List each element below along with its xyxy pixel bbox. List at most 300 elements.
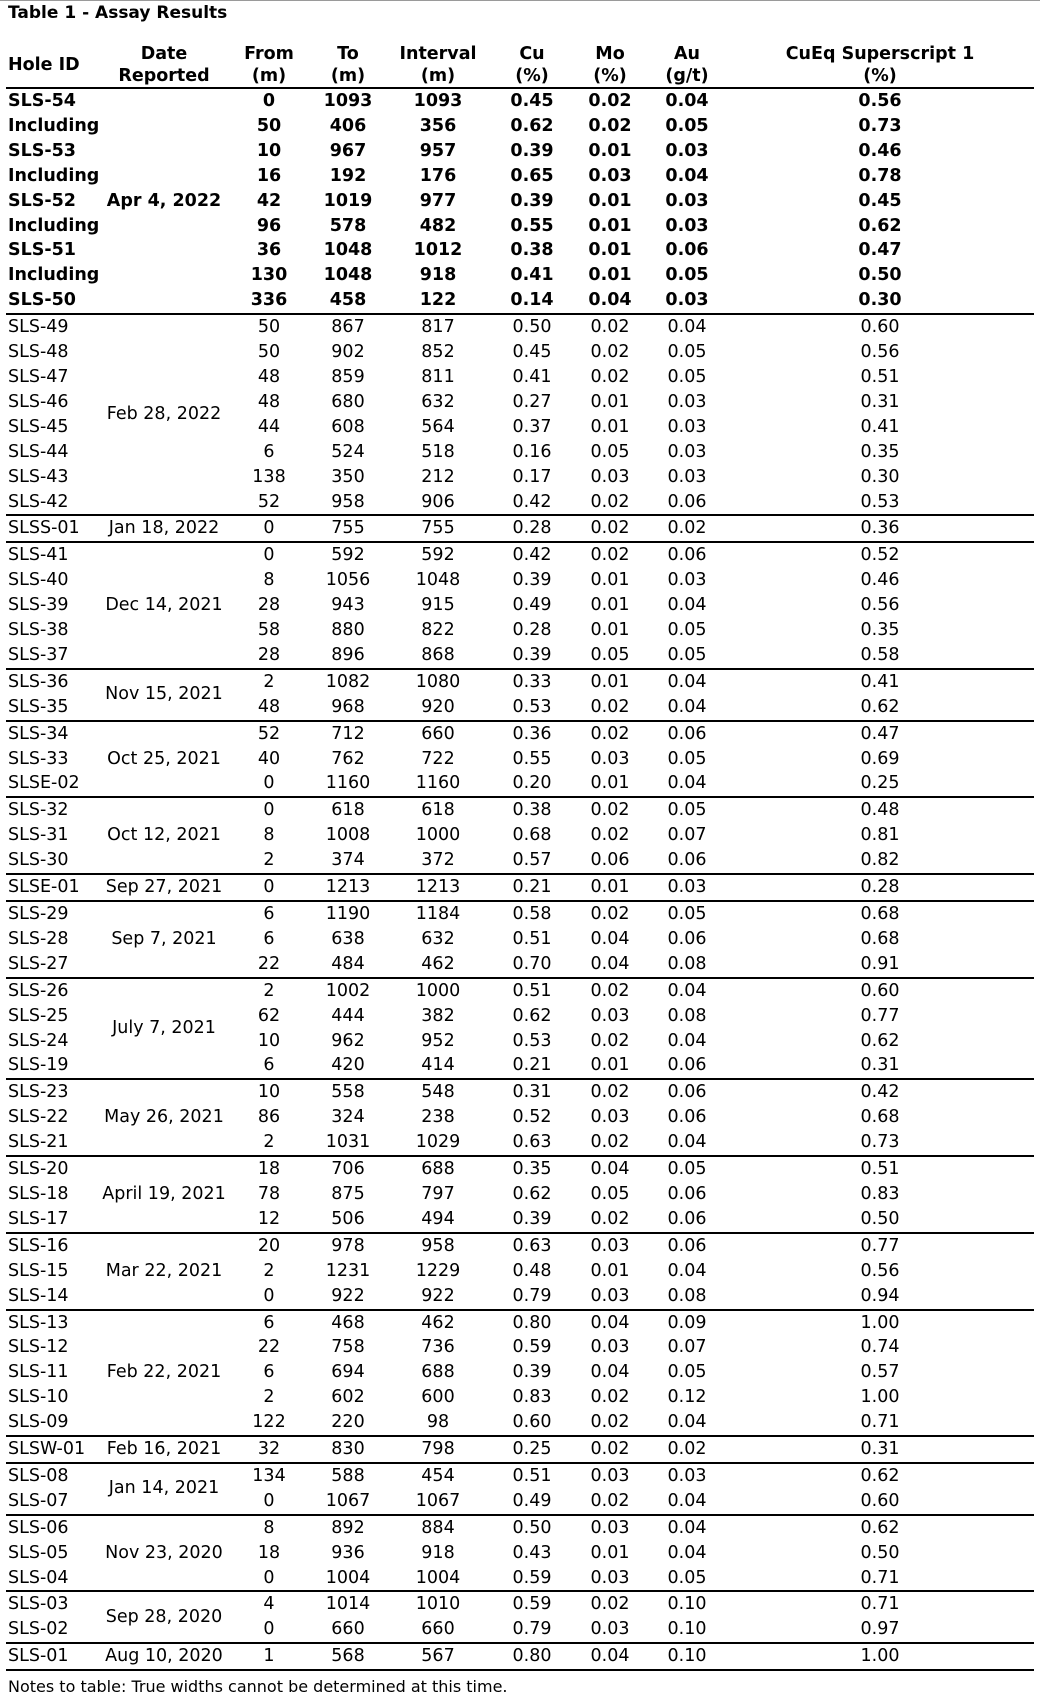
mo-cell: 0.01 [590,1260,630,1281]
cueq-cell: 0.35 [860,620,900,641]
to-cell: 1056 [325,570,371,591]
au-cell: 0.03 [667,1465,707,1486]
header-date-reported [102,44,226,88]
mo-cell: 0.06 [590,850,630,871]
date-reported-cell: Jan 18, 2022 [108,518,220,539]
header-from [226,44,312,88]
header-hole-id-label: Hole ID [8,54,80,75]
to-cell: 406 [329,115,367,136]
interval-cell: 884 [421,1517,455,1538]
cueq-cell: 0.71 [860,1567,900,1588]
table-row [6,515,1034,542]
interval-cell: 176 [419,165,457,186]
to-cell: 712 [331,723,365,744]
mo-cell: 0.04 [590,1312,630,1333]
from-cell: 52 [257,491,281,512]
from-cell: 78 [257,1183,281,1204]
mo-cell: 0.02 [590,1490,630,1511]
header-row [6,44,1034,88]
mo-cell: 0.02 [590,1594,630,1615]
interval-cell: 1067 [415,1490,461,1511]
interval-cell: 660 [421,723,455,744]
mo-cell: 0.04 [590,1159,630,1180]
cueq-cell: 0.81 [860,825,900,846]
au-cell: 0.05 [667,1159,707,1180]
to-cell: 706 [331,1159,365,1180]
from-cell: 6 [263,904,275,924]
to-cell: 1048 [323,240,373,261]
cueq-cell: 0.73 [858,115,902,136]
from-cell: 32 [257,1439,281,1460]
hole-id-cell: SLS-48 [8,342,69,363]
assay-results-table [6,44,1034,1671]
mo-cell: 0.03 [588,165,632,186]
date-group [6,314,1034,515]
from-cell: 0 [263,773,275,794]
date-group [6,1233,1034,1310]
cu-cell: 0.39 [512,1208,552,1229]
to-cell: 1093 [323,91,373,111]
mo-cell: 0.03 [590,1619,630,1640]
interval-cell: 755 [421,518,455,539]
cueq-cell: 0.78 [858,165,902,186]
au-cell: 0.06 [667,1107,707,1128]
hole-id-cell: SLS-12 [8,1337,69,1358]
hole-id-cell: SLS-33 [8,748,69,769]
cu-cell: 0.55 [512,748,552,769]
from-cell: 40 [257,748,281,769]
from-cell: 42 [256,190,282,211]
cueq-cell: 0.69 [860,748,900,769]
date-group [6,1436,1034,1463]
date-group [6,1310,1034,1437]
cueq-cell: 0.77 [860,1235,900,1256]
cu-cell: 0.62 [512,1005,552,1026]
table-row [6,1463,1034,1489]
header-to [312,44,384,88]
table-row [6,797,1034,823]
interval-cell: 372 [421,850,455,871]
hole-id-cell: SLS-10 [8,1387,69,1408]
au-cell: 0.03 [667,416,707,437]
mo-cell: 0.03 [590,1337,630,1358]
au-cell: 0.03 [667,466,707,487]
to-cell: 1067 [325,1490,371,1511]
au-cell: 0.09 [667,1312,707,1333]
mo-cell: 0.02 [590,1412,630,1433]
hole-id-cell: SLS-23 [8,1082,69,1103]
mo-cell: 0.02 [590,1132,630,1153]
hole-id-cell: SLS-24 [8,1030,69,1051]
to-cell: 958 [331,491,365,512]
interval-cell: 1184 [415,904,461,924]
hole-id-cell: SLS-27 [8,953,69,974]
date-reported-cell: Feb 16, 2021 [106,1439,222,1460]
to-cell: 1014 [325,1594,371,1615]
cueq-cell: 0.83 [860,1183,900,1204]
au-cell: 0.12 [667,1387,707,1408]
cu-cell: 0.27 [512,391,552,412]
hole-id-cell: SLS-11 [8,1362,69,1383]
cueq-cell: 0.50 [860,1208,900,1229]
au-cell: 0.06 [667,1208,707,1229]
table-footnote: Notes to table: True widths cannot be determined at this time. [8,1677,508,1696]
au-cell: 0.04 [667,1412,707,1433]
au-cell: 0.03 [667,570,707,591]
cu-cell: 0.33 [512,671,552,692]
date-group [6,901,1034,978]
hole-id-cell: SLS-31 [8,825,69,846]
cueq-cell: 0.30 [858,290,902,311]
from-cell: 0 [263,518,275,539]
hole-id-cell: SLS-22 [8,1107,69,1128]
date-group [6,721,1034,798]
au-cell: 0.05 [667,644,707,665]
interval-cell: 977 [419,190,457,211]
interval-cell: 868 [421,644,455,665]
cu-cell: 0.68 [512,825,552,846]
from-cell: 0 [263,800,275,821]
date-group [6,669,1034,721]
au-cell: 0.10 [667,1619,707,1640]
cu-cell: 0.51 [512,980,552,1001]
cu-cell: 0.55 [510,215,554,236]
from-cell: 134 [252,1465,286,1486]
au-cell: 0.04 [667,1490,707,1511]
cu-cell: 0.59 [512,1567,552,1588]
interval-cell: 1010 [415,1594,461,1615]
mo-cell: 0.02 [590,1208,630,1229]
interval-cell: 1000 [415,980,461,1001]
mo-cell: 0.03 [590,1107,630,1128]
au-cell: 0.02 [667,518,707,539]
interval-cell: 688 [421,1159,455,1180]
header-interval [384,44,492,88]
date-group [6,1079,1034,1156]
table-row [6,721,1034,747]
cueq-cell: 0.56 [860,595,900,616]
au-cell: 0.04 [667,773,707,794]
cu-cell: 0.79 [512,1285,552,1306]
cu-cell: 0.42 [512,545,552,566]
mo-cell: 0.03 [590,1567,630,1588]
from-cell: 0 [263,1619,275,1640]
table-row [6,1436,1034,1463]
table-row [6,1233,1034,1259]
au-cell: 0.06 [667,545,707,566]
to-cell: 618 [331,800,365,821]
interval-cell: 548 [421,1082,455,1103]
interval-cell: 518 [421,441,455,462]
interval-cell: 238 [421,1107,455,1128]
interval-cell: 918 [421,1542,455,1563]
mo-cell: 0.04 [590,953,630,974]
date-reported-cell: Nov 15, 2021 [105,684,223,705]
to-cell: 444 [331,1005,365,1026]
from-cell: 0 [263,1285,275,1306]
header-to-line2: (m) [330,65,366,86]
mo-cell: 0.01 [590,570,630,591]
cueq-cell: 0.30 [860,466,900,487]
hole-id-cell: SLS-35 [8,696,69,717]
from-cell: 8 [263,570,275,591]
au-cell: 0.02 [667,1439,707,1460]
cu-cell: 0.31 [512,1082,552,1103]
from-cell: 58 [257,620,281,641]
au-cell: 0.06 [667,1082,707,1103]
hole-id-cell: Including [8,115,100,136]
hole-id-cell: SLS-42 [8,491,69,512]
date-group [6,978,1034,1080]
interval-cell: 736 [421,1337,455,1358]
hole-id-cell: SLS-38 [8,620,69,641]
mo-cell: 0.02 [590,518,630,539]
hole-id-cell: SLS-01 [8,1646,69,1667]
mo-cell: 0.02 [590,1082,630,1103]
au-cell: 0.06 [667,1055,707,1076]
mo-cell: 0.01 [590,620,630,641]
cueq-cell: 0.51 [860,1159,900,1180]
header-cu [492,44,572,88]
cu-cell: 0.65 [510,165,554,186]
au-cell: 0.05 [667,620,707,641]
interval-cell: 688 [421,1362,455,1383]
header-au [648,44,726,88]
mo-cell: 0.02 [590,1387,630,1408]
cueq-cell: 0.41 [860,671,900,692]
from-cell: 2 [263,1387,275,1408]
header-mo-line2: (%) [593,65,627,86]
cueq-cell: 1.00 [860,1387,900,1408]
from-cell: 336 [250,290,288,311]
cueq-cell: 0.31 [860,1055,900,1076]
au-cell: 0.06 [667,928,707,949]
mo-cell: 0.02 [588,115,632,136]
cueq-cell: 0.35 [860,441,900,462]
hole-id-cell: SLS-54 [8,91,76,111]
mo-cell: 0.02 [590,800,630,821]
cueq-cell: 0.71 [860,1594,900,1615]
cu-cell: 0.59 [512,1337,552,1358]
table-row [6,1591,1034,1617]
interval-cell: 482 [419,215,457,236]
cu-cell: 0.48 [512,1260,552,1281]
mo-cell: 0.03 [590,1465,630,1486]
date-reported-cell: Oct 25, 2021 [107,748,221,769]
from-cell: 96 [256,215,282,236]
cueq-cell: 0.77 [860,1005,900,1026]
date-reported-cell: Feb 28, 2022 [106,404,222,425]
mo-cell: 0.02 [590,696,630,717]
table-row [6,1156,1034,1182]
mo-cell: 0.01 [590,1542,630,1563]
hole-id-cell: SLS-34 [8,723,69,744]
cu-cell: 0.16 [512,441,552,462]
hole-id-cell: SLS-25 [8,1005,69,1026]
hole-id-cell: SLS-37 [8,644,69,665]
au-cell: 0.06 [665,240,709,261]
from-cell: 48 [257,366,281,387]
cueq-cell: 0.68 [860,1107,900,1128]
mo-cell: 0.02 [590,980,630,1001]
au-cell: 0.03 [667,391,707,412]
from-cell: 6 [263,1362,275,1383]
to-cell: 1004 [325,1567,371,1588]
to-cell: 758 [331,1337,365,1358]
table-row [6,314,1034,340]
to-cell: 968 [331,696,365,717]
cueq-cell: 0.52 [860,545,900,566]
interval-cell: 122 [419,290,457,311]
mo-cell: 0.01 [590,595,630,616]
table-row [6,88,1034,114]
mo-cell: 0.03 [590,1285,630,1306]
interval-cell: 915 [421,595,455,616]
date-group [6,874,1034,901]
hole-id-cell: SLS-45 [8,416,69,437]
cu-cell: 0.51 [512,1465,552,1486]
to-cell: 192 [329,165,367,186]
date-reported-cell: May 26, 2021 [104,1107,224,1128]
date-reported-cell: Oct 12, 2021 [107,825,221,846]
au-cell: 0.04 [667,671,707,692]
to-cell: 568 [331,1646,365,1667]
date-reported-cell: Jan 14, 2021 [108,1478,220,1499]
hole-id-cell: SLS-41 [8,545,69,566]
cueq-cell: 0.41 [860,416,900,437]
mo-cell: 0.02 [590,1030,630,1051]
mo-cell: 0.02 [590,366,630,387]
mo-cell: 0.02 [590,342,630,363]
cueq-cell: 0.62 [858,215,902,236]
cu-cell: 0.58 [512,904,552,924]
cu-cell: 0.28 [512,518,552,539]
date-reported-cell: April 19, 2021 [102,1183,226,1204]
date-group [6,542,1034,669]
to-cell: 922 [331,1285,365,1306]
from-cell: 50 [256,115,282,136]
to-cell: 943 [331,595,365,616]
to-cell: 1082 [325,671,371,692]
from-cell: 50 [257,342,281,363]
hole-id-cell: SLS-39 [8,595,69,616]
to-cell: 592 [331,545,365,566]
to-cell: 967 [329,140,367,161]
date-group [6,1463,1034,1515]
to-cell: 755 [331,518,365,539]
to-cell: 1031 [325,1132,371,1153]
cu-cell: 0.38 [512,800,552,821]
from-cell: 8 [263,1517,275,1538]
au-cell: 0.04 [667,980,707,1001]
cu-cell: 0.39 [510,140,554,161]
interval-cell: 1093 [413,91,463,111]
mo-cell: 0.02 [590,317,630,338]
hole-id-cell: SLS-20 [8,1159,69,1180]
from-cell: 0 [263,545,275,566]
cueq-cell: 0.42 [860,1082,900,1103]
cu-cell: 0.53 [512,696,552,717]
au-cell: 0.05 [667,366,707,387]
cu-cell: 0.62 [510,115,554,136]
to-cell: 524 [331,441,365,462]
cueq-cell: 0.31 [860,1439,900,1460]
table-row [6,1310,1034,1336]
cu-cell: 0.36 [512,723,552,744]
interval-cell: 1000 [415,825,461,846]
au-cell: 0.05 [667,904,707,924]
interval-cell: 567 [421,1646,455,1667]
cu-cell: 0.51 [512,928,552,949]
header-to-line1: To [337,44,359,64]
top-divider [0,0,1040,1]
hole-id-cell: SLSE-01 [8,877,80,898]
hole-id-cell: SLS-06 [8,1517,69,1538]
mo-cell: 0.04 [590,928,630,949]
cueq-cell: 0.56 [860,1260,900,1281]
from-cell: 18 [257,1542,281,1563]
header-au-line1: Au [673,44,700,64]
interval-cell: 462 [421,1312,455,1333]
cu-cell: 0.49 [512,1490,552,1511]
mo-cell: 0.02 [590,545,630,566]
to-cell: 762 [331,748,365,769]
au-cell: 0.04 [667,1030,707,1051]
cueq-cell: 0.51 [860,366,900,387]
hole-id-cell: SLSW-01 [8,1439,86,1460]
date-reported-cell: Aug 10, 2020 [105,1646,223,1667]
cueq-cell: 0.68 [860,904,900,924]
from-cell: 28 [257,644,281,665]
hole-id-cell: SLSS-01 [8,518,80,539]
cu-cell: 0.63 [512,1132,552,1153]
date-reported-cell: Sep 28, 2020 [105,1606,223,1627]
au-cell: 0.08 [667,953,707,974]
to-cell: 220 [331,1412,365,1433]
interval-cell: 1012 [413,240,463,261]
to-cell: 484 [331,953,365,974]
interval-cell: 632 [421,928,455,949]
mo-cell: 0.01 [588,190,632,211]
hole-id-cell: SLS-50 [8,290,76,311]
mo-cell: 0.05 [590,1183,630,1204]
cu-cell: 0.80 [512,1646,552,1667]
from-cell: 122 [252,1412,286,1433]
from-cell: 2 [263,671,275,692]
to-cell: 1231 [325,1260,371,1281]
to-cell: 936 [331,1542,365,1563]
cu-cell: 0.70 [512,953,552,974]
cu-cell: 0.41 [510,265,554,286]
date-reported-cell: Feb 22, 2021 [106,1362,222,1383]
table-row [6,1079,1034,1105]
interval-cell: 922 [421,1285,455,1306]
header-mo-line1: Mo [595,44,625,64]
cueq-cell: 0.48 [860,800,900,821]
cueq-cell: 0.58 [860,644,900,665]
cueq-cell: 0.28 [860,877,900,898]
header-cu-line1: Cu [519,44,545,64]
cu-cell: 0.21 [512,877,552,898]
mo-cell: 0.01 [588,265,632,286]
from-cell: 52 [257,723,281,744]
to-cell: 1160 [325,773,371,794]
hole-id-cell: SLS-18 [8,1183,69,1204]
au-cell: 0.05 [667,800,707,821]
au-cell: 0.05 [667,342,707,363]
from-cell: 4 [263,1594,275,1615]
to-cell: 468 [331,1312,365,1333]
